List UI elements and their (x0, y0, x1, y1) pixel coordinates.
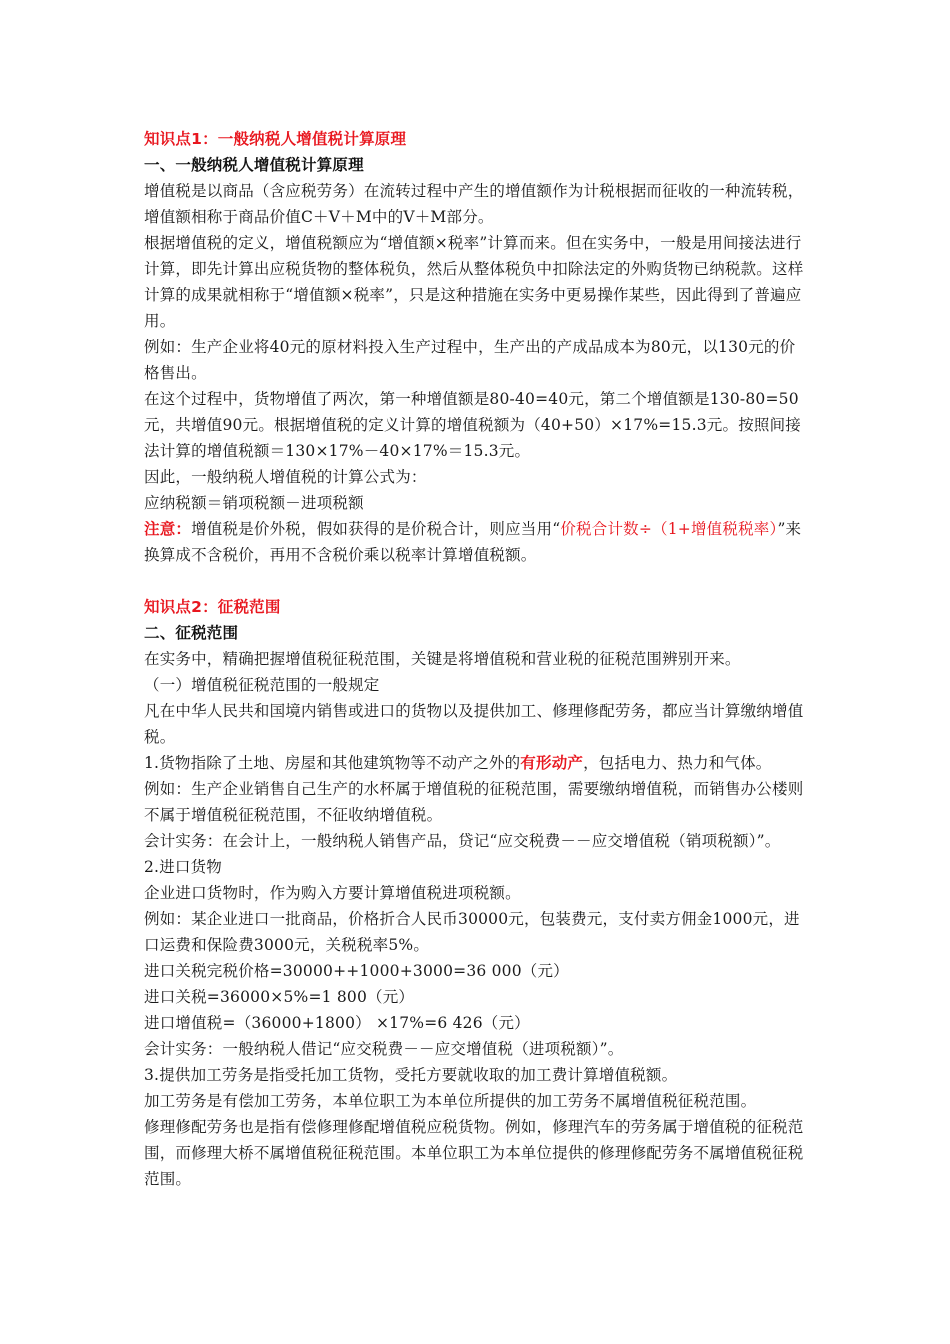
note-paragraph (144, 516, 806, 568)
paragraph: 因此，一般纳税人增值税的计算公式为： (144, 468, 427, 486)
note-text: ”来换算成不含税价，再用不含税价乘以税率计算增值税额。 (144, 520, 802, 564)
paragraph: 加工劳务是有偿加工劳务，本单位职工为本单位所提供的加工劳务不属增值税征税范围。 (144, 1092, 757, 1110)
document-body (144, 126, 806, 1192)
paragraph: 会计实务：在会计上，一般纳税人销售产品，贷记“应交税费－－应交增值税（销项税额）”。 (144, 832, 781, 850)
paragraph: 凡在中华人民共和国境内销售或进口的货物以及提供加工、修理修配劳务，都应当计算缴纳增值税。 (144, 702, 804, 746)
formula: 应纳税额＝销项税额－进项税额 (144, 494, 364, 512)
spacer (144, 568, 806, 594)
paragraph: 例如：生产企业销售自己生产的水杯属于增值税的征税范围，需要缴纳增值税，而销售办公楼则不属于增值税征税范围，不征收纳增值税。 (144, 780, 804, 824)
paragraph: 在实务中，精确把握增值税征税范围，关键是将增值税和营业税的征税范围辨别开来。 (144, 650, 741, 668)
section-2-heading: 二、征税范围 (144, 624, 239, 642)
section-1-heading: 一、一般纳税人增值税计算原理 (144, 156, 364, 174)
paragraph: 2.进口货物 (144, 858, 222, 876)
subheading: （一）增值税征税范围的一般规定 (144, 676, 380, 694)
paragraph: 3.提供加工劳务是指受托加工货物，受托方要就收取的加工费计算增值税额。 (144, 1066, 678, 1084)
formula: 进口增值税=（36000+1800） ×17%=6 426（元） (144, 1014, 530, 1032)
paragraph: 在这个过程中，货物增值了两次，第一种增值额是80-40=40元，第二个增值额是130-80=50元，共增值90元。根据增值税的定义计算的增值税额为（40+50）×17%=15.3元。按照间接法计算的增值税额＝130×17%－40×17%＝15.3元。 (144, 390, 801, 460)
paragraph: 例如：生产企业将40元的原材料投入生产过程中，生产出的产成品成本为80元，以130元的价格售出。 (144, 338, 796, 382)
paragraph: 会计实务：一般纳税人借记“应交税费－－应交增值税（进项税额）”。 (144, 1040, 624, 1058)
note-highlight: 价税合计数÷（1+增值税税率） (560, 520, 778, 538)
knowledge-point-1-title: 知识点1：一般纳税人增值税计算原理 (144, 130, 407, 148)
paragraph: 增值税是以商品（含应税劳务）在流转过程中产生的增值额作为计税根据而征收的一种流转税，增值额相称于商品价值C＋V＋M中的V＋M部分。 (144, 182, 804, 226)
note-text: 增值税是价外税，假如获得的是价税合计，则应当用“ (191, 520, 561, 538)
formula: 进口关税=36000×5%=1 800（元） (144, 988, 415, 1006)
paragraph: 企业进口货物时，作为购入方要计算增值税进项税额。 (144, 884, 521, 902)
formula: 进口关税完税价格=30000++1000+3000=36 000（元） (144, 962, 569, 980)
note-label: 注意： (144, 520, 192, 538)
knowledge-point-2-title: 知识点2：征税范围 (144, 598, 281, 616)
paragraph: 根据增值税的定义，增值税额应为“增值额×税率”计算而来。但在实务中，一般是用间接法进行计算，即先计算出应税货物的整体税负，然后从整体税负中扣除法定的外购货物已纳税款。这样计算的成果就相称于“增值额×税率”，只是这种措施在实务中更易操作某些，因此得到了普遍应用。 (144, 234, 804, 330)
paragraph: 例如：某企业进口一批商品，价格折合人民币30000元，包装费元，支付卖方佣金1000元，进口运费和保险费3000元，关税税率5%。 (144, 910, 800, 954)
text: ，包括电力、热力和气体。 (583, 754, 772, 772)
text: 1.货物指除了土地、房屋和其他建筑物等不动产之外的 (144, 754, 521, 772)
paragraph (144, 750, 806, 776)
paragraph: 修理修配劳务也是指有偿修理修配增值税应税货物。例如，修理汽车的劳务属于增值税的征税范围，而修理大桥不属增值税征税范围。本单位职工为本单位提供的修理修配劳务不属增值税征税范围。 (144, 1118, 804, 1188)
highlight-text: 有形动产 (520, 754, 584, 772)
